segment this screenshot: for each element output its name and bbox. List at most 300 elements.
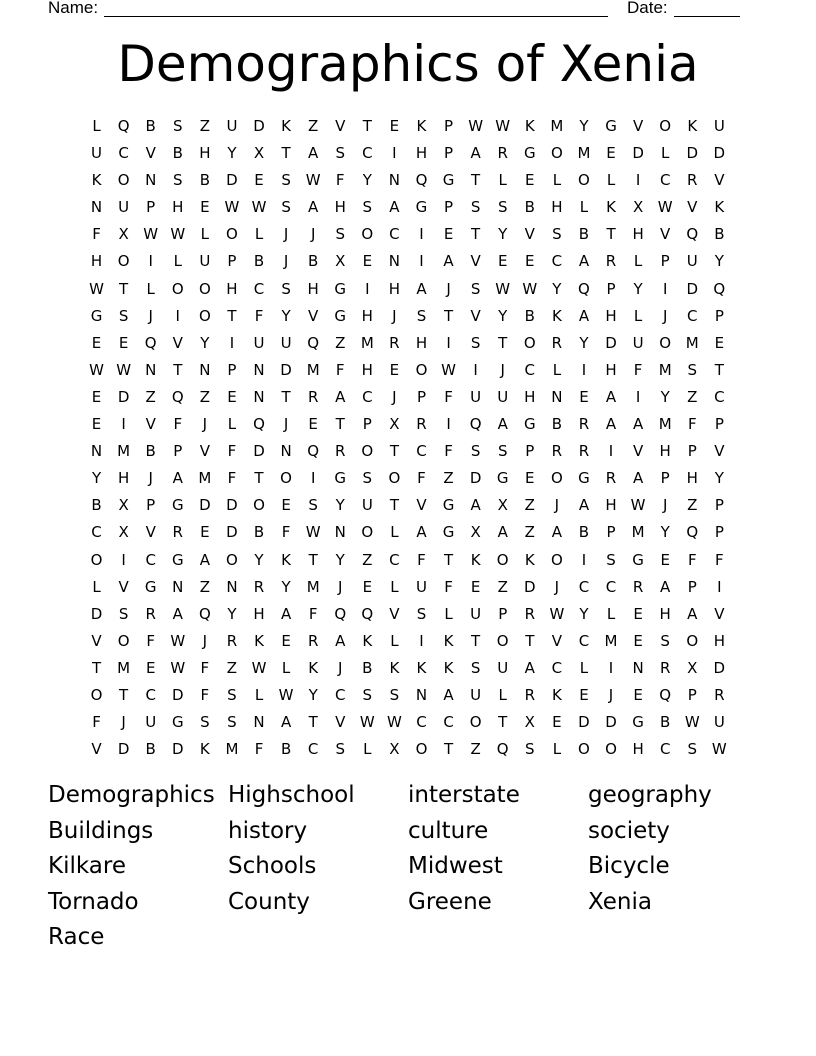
grid-letter[interactable]: E [497, 252, 508, 271]
grid-letter[interactable]: E [362, 577, 373, 596]
grid-letter[interactable]: Y [714, 469, 724, 488]
grid-letter[interactable]: S [362, 469, 373, 488]
grid-letter[interactable]: R [416, 415, 427, 434]
grid-letter[interactable]: Q [198, 604, 211, 623]
grid-letter[interactable]: C [605, 577, 617, 596]
grid-letter[interactable]: K [606, 198, 616, 217]
grid-letter[interactable]: I [419, 252, 424, 271]
grid-letter[interactable]: A [470, 144, 481, 163]
grid-letter[interactable]: S [335, 225, 345, 244]
grid-letter[interactable]: O [198, 279, 211, 298]
grid-letter[interactable]: E [606, 144, 616, 163]
grid-letter[interactable]: W [522, 279, 538, 298]
grid-letter[interactable]: A [497, 415, 508, 434]
grid-letter[interactable]: Y [714, 252, 724, 271]
grid-letter[interactable]: L [606, 171, 616, 190]
grid-letter[interactable]: Y [335, 550, 345, 569]
grid-letter[interactable]: W [143, 225, 159, 244]
grid-letter[interactable]: O [523, 333, 536, 352]
grid-letter[interactable]: V [551, 631, 562, 650]
grid-letter[interactable]: H [524, 387, 536, 406]
grid-letter[interactable]: O [469, 713, 482, 732]
grid-letter[interactable]: E [200, 198, 210, 217]
grid-letter[interactable]: F [633, 360, 643, 379]
grid-letter[interactable]: O [117, 631, 130, 650]
grid-letter[interactable]: M [631, 523, 645, 542]
grid-letter[interactable]: B [280, 740, 292, 759]
grid-letter[interactable]: U [145, 713, 157, 732]
grid-letter[interactable]: A [551, 523, 562, 542]
grid-letter[interactable]: U [470, 604, 482, 623]
grid-letter[interactable]: W [441, 360, 456, 379]
grid-letter[interactable]: U [470, 685, 482, 704]
grid-letter[interactable]: Y [660, 523, 670, 542]
grid-letter[interactable]: J [446, 279, 451, 298]
grid-letter[interactable]: N [632, 658, 644, 677]
grid-letter[interactable]: S [173, 171, 183, 190]
grid-letter[interactable]: I [635, 387, 641, 406]
grid-letter[interactable]: Q [686, 523, 699, 542]
grid-letter[interactable]: K [443, 658, 454, 677]
name-blank-line[interactable] [104, 0, 608, 17]
grid-letter[interactable]: I [148, 252, 153, 271]
grid-letter[interactable]: N [334, 523, 346, 542]
grid-letter[interactable]: S [660, 631, 670, 650]
grid-letter[interactable]: I [608, 442, 614, 461]
grid-letter[interactable]: V [335, 713, 346, 732]
grid-letter[interactable]: I [581, 550, 587, 569]
grid-letter[interactable]: I [635, 171, 641, 190]
grid-letter[interactable]: W [359, 713, 375, 732]
grid-letter[interactable]: H [605, 306, 617, 325]
grid-letter[interactable]: H [361, 306, 373, 325]
grid-letter[interactable]: Q [469, 415, 482, 434]
grid-letter[interactable]: G [171, 496, 184, 515]
grid-letter[interactable]: N [90, 442, 103, 461]
grid-letter[interactable]: O [659, 117, 672, 135]
grid-letter[interactable]: V [470, 252, 481, 271]
grid-letter[interactable]: R [578, 442, 590, 461]
grid-letter[interactable]: C [362, 144, 373, 163]
grid-letter[interactable]: J [554, 577, 560, 596]
grid-letter[interactable]: M [658, 360, 672, 379]
grid-letter[interactable]: Y [579, 604, 589, 623]
grid-letter[interactable]: G [442, 523, 455, 542]
grid-letter[interactable]: H [686, 469, 698, 488]
grid-letter[interactable]: U [713, 713, 725, 732]
grid-letter[interactable]: U [686, 252, 698, 271]
grid-letter[interactable]: Q [361, 604, 374, 623]
grid-letter[interactable]: Z [199, 577, 210, 596]
grid-letter[interactable]: X [118, 496, 129, 515]
grid-letter[interactable]: B [578, 523, 590, 542]
grid-letter[interactable]: V [470, 306, 481, 325]
grid-letter[interactable]: B [253, 523, 265, 542]
grid-letter[interactable]: I [229, 333, 235, 352]
grid-letter[interactable]: T [498, 333, 508, 352]
grid-letter[interactable]: M [604, 631, 618, 650]
grid-letter[interactable]: E [633, 604, 643, 623]
grid-letter[interactable]: L [606, 604, 616, 623]
grid-letter[interactable]: E [660, 550, 670, 569]
grid-letter[interactable]: P [444, 198, 454, 217]
grid-letter[interactable]: W [495, 279, 511, 298]
grid-letter[interactable]: I [608, 658, 614, 677]
grid-letter[interactable]: Y [281, 577, 291, 596]
grid-letter[interactable]: R [497, 144, 508, 163]
grid-letter[interactable]: Z [497, 577, 508, 596]
grid-letter[interactable]: D [226, 171, 238, 190]
grid-letter[interactable]: U [91, 144, 103, 163]
grid-letter[interactable]: M [550, 117, 564, 135]
grid-letter[interactable]: P [660, 469, 670, 488]
grid-letter[interactable]: D [605, 713, 617, 732]
grid-letter[interactable]: V [145, 415, 156, 434]
grid-letter[interactable]: E [281, 631, 291, 650]
grid-letter[interactable]: F [335, 171, 345, 190]
grid-letter[interactable]: I [365, 279, 370, 298]
grid-letter[interactable]: E [579, 685, 589, 704]
grid-letter[interactable]: C [389, 225, 400, 244]
grid-letter[interactable]: Y [579, 333, 589, 352]
grid-letter[interactable]: E [579, 387, 589, 406]
grid-letter[interactable]: A [443, 252, 454, 271]
grid-letter[interactable]: V [524, 225, 535, 244]
grid-letter[interactable]: I [419, 225, 424, 244]
grid-letter[interactable]: F [417, 469, 426, 488]
grid-letter[interactable]: M [198, 469, 212, 488]
grid-letter[interactable]: L [92, 577, 101, 596]
grid-letter[interactable]: W [549, 604, 565, 623]
grid-letter[interactable]: K [551, 306, 562, 325]
grid-letter[interactable]: X [524, 713, 535, 732]
grid-letter[interactable]: A [416, 279, 427, 298]
grid-letter[interactable]: T [498, 713, 508, 732]
grid-letter[interactable]: P [714, 496, 724, 515]
grid-letter[interactable]: E [525, 252, 535, 271]
grid-letter[interactable]: S [687, 740, 698, 759]
grid-letter[interactable]: A [632, 415, 644, 434]
grid-letter[interactable]: G [578, 469, 590, 488]
grid-letter[interactable]: P [227, 252, 237, 271]
grid-letter[interactable]: L [146, 279, 155, 298]
grid-letter[interactable]: A [578, 252, 590, 271]
grid-letter[interactable]: P [714, 415, 724, 434]
grid-letter[interactable]: G [605, 117, 617, 135]
grid-letter[interactable]: X [687, 658, 698, 677]
grid-letter[interactable]: E [91, 387, 102, 406]
grid-letter[interactable]: L [390, 631, 399, 650]
grid-letter[interactable]: A [199, 550, 210, 569]
grid-letter[interactable]: X [253, 144, 265, 163]
grid-letter[interactable]: A [470, 496, 481, 515]
grid-letter[interactable]: O [361, 225, 374, 244]
grid-letter[interactable]: U [253, 333, 265, 352]
grid-letter[interactable]: I [717, 577, 722, 596]
grid-letter[interactable]: Q [307, 442, 320, 461]
grid-letter[interactable]: D [199, 496, 211, 515]
grid-letter[interactable]: H [90, 252, 103, 271]
grid-letter[interactable]: D [578, 713, 590, 732]
grid-letter[interactable]: E [91, 333, 102, 352]
grid-letter[interactable]: Z [308, 117, 319, 135]
grid-letter[interactable]: S [552, 225, 562, 244]
grid-letter[interactable]: G [415, 198, 428, 217]
grid-letter[interactable]: C [91, 523, 102, 542]
grid-letter[interactable]: B [145, 740, 156, 759]
grid-letter[interactable]: N [551, 387, 563, 406]
grid-letter[interactable]: T [254, 469, 264, 488]
grid-letter[interactable]: E [714, 333, 725, 352]
grid-letter[interactable]: N [415, 685, 428, 704]
grid-letter[interactable]: E [389, 360, 400, 379]
grid-letter[interactable]: N [199, 360, 211, 379]
grid-letter[interactable]: H [632, 740, 644, 759]
grid-letter[interactable]: G [334, 306, 347, 325]
grid-letter[interactable]: E [254, 171, 264, 190]
grid-letter[interactable]: I [392, 144, 397, 163]
grid-letter[interactable]: L [552, 171, 562, 190]
grid-letter[interactable]: W [170, 631, 186, 650]
grid-letter[interactable]: E [91, 415, 102, 434]
grid-letter[interactable]: R [605, 252, 617, 271]
grid-letter[interactable]: C [145, 685, 156, 704]
grid-letter[interactable]: P [444, 144, 454, 163]
grid-letter[interactable]: Y [200, 333, 210, 352]
grid-letter[interactable]: O [415, 360, 428, 379]
grid-letter[interactable]: I [419, 631, 424, 650]
grid-letter[interactable]: C [416, 442, 427, 461]
grid-letter[interactable]: T [471, 171, 481, 190]
grid-letter[interactable]: I [121, 415, 126, 434]
grid-letter[interactable]: C [416, 713, 427, 732]
grid-letter[interactable]: S [118, 604, 129, 623]
grid-letter[interactable]: Z [470, 740, 481, 759]
grid-letter[interactable]: L [444, 604, 453, 623]
grid-letter[interactable]: N [90, 198, 103, 217]
grid-letter[interactable]: B [660, 713, 671, 732]
grid-letter[interactable]: F [715, 550, 724, 569]
grid-letter[interactable]: F [417, 550, 426, 569]
grid-letter[interactable]: P [146, 496, 156, 515]
grid-letter[interactable]: J [338, 658, 343, 677]
grid-letter[interactable]: D [253, 442, 265, 461]
grid-letter[interactable]: R [335, 442, 346, 461]
grid-letter[interactable]: O [361, 442, 374, 461]
grid-letter[interactable]: Q [578, 279, 590, 298]
grid-letter[interactable]: I [446, 415, 451, 434]
grid-letter[interactable]: L [498, 685, 507, 704]
grid-letter[interactable]: R [578, 415, 590, 434]
grid-letter[interactable]: G [442, 171, 455, 190]
grid-letter[interactable]: C [118, 144, 129, 163]
grid-letter[interactable]: T [281, 387, 291, 406]
grid-letter[interactable]: Q [713, 279, 726, 298]
grid-letter[interactable]: K [281, 117, 291, 135]
grid-letter[interactable]: K [308, 658, 319, 677]
grid-letter[interactable]: R [524, 685, 535, 704]
grid-letter[interactable]: A [172, 469, 183, 488]
grid-letter[interactable]: X [389, 415, 400, 434]
grid-letter[interactable]: N [226, 577, 238, 596]
grid-letter[interactable]: E [281, 496, 291, 515]
grid-letter[interactable]: X [118, 225, 129, 244]
grid-letter[interactable]: T [443, 740, 454, 759]
grid-letter[interactable]: T [471, 631, 481, 650]
grid-letter[interactable]: E [145, 658, 156, 677]
grid-letter[interactable]: J [392, 306, 397, 325]
grid-letter[interactable]: E [308, 415, 318, 434]
grid-letter[interactable]: F [687, 550, 697, 569]
grid-letter[interactable]: N [172, 577, 184, 596]
grid-letter[interactable]: C [362, 387, 373, 406]
grid-letter[interactable]: R [687, 171, 698, 190]
grid-letter[interactable]: F [200, 685, 210, 704]
grid-letter[interactable]: Y [335, 496, 345, 515]
grid-letter[interactable]: G [523, 415, 536, 434]
grid-letter[interactable]: J [608, 685, 614, 704]
grid-letter[interactable]: R [551, 442, 563, 461]
grid-letter[interactable]: Z [226, 658, 238, 677]
grid-letter[interactable]: P [227, 360, 237, 379]
grid-letter[interactable]: S [362, 198, 373, 217]
grid-letter[interactable]: D [226, 523, 238, 542]
grid-letter[interactable]: W [224, 198, 240, 217]
grid-letter[interactable]: W [251, 658, 267, 677]
grid-letter[interactable]: F [92, 225, 101, 244]
grid-letter[interactable]: T [443, 306, 454, 325]
grid-letter[interactable]: E [443, 225, 454, 244]
grid-letter[interactable]: P [146, 198, 156, 217]
grid-letter[interactable]: A [280, 604, 292, 623]
grid-letter[interactable]: M [658, 415, 672, 434]
grid-letter[interactable]: V [660, 225, 671, 244]
grid-letter[interactable]: C [335, 685, 346, 704]
grid-letter[interactable]: Y [227, 144, 237, 163]
grid-letter[interactable]: J [662, 306, 668, 325]
grid-letter[interactable]: I [175, 306, 180, 325]
grid-letter[interactable]: O [117, 252, 130, 271]
grid-letter[interactable]: V [199, 442, 210, 461]
grid-letter[interactable]: N [145, 360, 157, 379]
grid-letter[interactable]: C [659, 740, 671, 759]
grid-letter[interactable]: A [687, 604, 698, 623]
grid-letter[interactable]: V [632, 442, 644, 461]
grid-letter[interactable]: F [281, 523, 291, 542]
grid-letter[interactable]: D [226, 496, 238, 515]
grid-letter[interactable]: U [118, 198, 130, 217]
grid-letter[interactable]: L [390, 523, 399, 542]
grid-letter[interactable]: B [308, 252, 319, 271]
grid-letter[interactable]: C [714, 387, 725, 406]
grid-letter[interactable]: X [389, 740, 400, 759]
grid-letter[interactable]: H [632, 225, 644, 244]
grid-letter[interactable]: H [415, 333, 428, 352]
grid-letter[interactable]: A [497, 523, 508, 542]
grid-letter[interactable]: K [199, 740, 210, 759]
grid-letter[interactable]: K [524, 117, 535, 135]
grid-letter[interactable]: F [92, 713, 101, 732]
grid-letter[interactable]: G [632, 550, 644, 569]
grid-letter[interactable]: N [253, 387, 265, 406]
grid-letter[interactable]: H [713, 631, 725, 650]
grid-letter[interactable]: Y [498, 306, 508, 325]
grid-letter[interactable]: S [416, 306, 427, 325]
grid-letter[interactable]: K [714, 198, 725, 217]
grid-letter[interactable]: C [443, 713, 454, 732]
grid-letter[interactable]: D [253, 117, 265, 135]
grid-letter[interactable]: W [684, 713, 700, 732]
grid-letter[interactable]: B [524, 198, 535, 217]
grid-letter[interactable]: Z [199, 387, 210, 406]
grid-letter[interactable]: G [496, 469, 509, 488]
grid-letter[interactable]: K [416, 117, 427, 135]
grid-letter[interactable]: R [307, 387, 319, 406]
grid-letter[interactable]: V [91, 740, 102, 759]
grid-letter[interactable]: G [632, 713, 644, 732]
grid-letter[interactable]: X [118, 523, 129, 542]
grid-letter[interactable]: O [550, 144, 563, 163]
grid-letter[interactable]: A [605, 415, 617, 434]
grid-letter[interactable]: J [202, 631, 208, 650]
grid-letter[interactable]: E [525, 171, 535, 190]
grid-letter[interactable]: G [334, 279, 347, 298]
grid-letter[interactable]: P [362, 415, 372, 434]
grid-letter[interactable]: N [388, 171, 401, 190]
grid-letter[interactable]: Y [552, 279, 562, 298]
grid-letter[interactable]: B [172, 144, 183, 163]
grid-letter[interactable]: A [660, 577, 671, 596]
grid-letter[interactable]: E [227, 387, 237, 406]
grid-letter[interactable]: R [253, 577, 265, 596]
grid-letter[interactable]: P [687, 442, 697, 461]
grid-letter[interactable]: S [470, 658, 481, 677]
grid-letter[interactable]: O [659, 333, 672, 352]
grid-letter[interactable]: L [661, 144, 670, 163]
grid-letter[interactable]: T [173, 360, 183, 379]
grid-letter[interactable]: F [308, 604, 318, 623]
grid-letter[interactable]: T [335, 415, 345, 434]
grid-letter[interactable]: A [524, 658, 535, 677]
grid-letter[interactable]: M [225, 740, 239, 759]
grid-letter[interactable]: D [713, 144, 726, 163]
grid-letter[interactable]: T [308, 713, 318, 732]
grid-letter[interactable]: Q [307, 333, 320, 352]
grid-letter[interactable]: E [389, 117, 400, 135]
grid-letter[interactable]: B [91, 496, 102, 515]
grid-letter[interactable]: F [335, 360, 345, 379]
grid-letter[interactable]: H [199, 144, 211, 163]
grid-letter[interactable]: D [171, 740, 184, 759]
grid-letter[interactable]: V [714, 171, 725, 190]
grid-letter[interactable]: G [171, 550, 184, 569]
grid-letter[interactable]: M [360, 333, 374, 352]
grid-letter[interactable]: U [361, 496, 373, 515]
grid-letter[interactable]: T [281, 144, 291, 163]
grid-letter[interactable]: H [605, 496, 617, 515]
grid-letter[interactable]: Q [659, 685, 672, 704]
grid-letter[interactable]: K [362, 631, 373, 650]
grid-letter[interactable]: U [497, 387, 509, 406]
grid-letter[interactable]: B [199, 171, 210, 190]
grid-letter[interactable]: U [470, 387, 482, 406]
grid-letter[interactable]: S [470, 333, 481, 352]
grid-letter[interactable]: Z [362, 550, 373, 569]
grid-letter[interactable]: S [227, 713, 237, 732]
grid-letter[interactable]: I [473, 360, 478, 379]
grid-letter[interactable]: S [525, 740, 535, 759]
grid-letter[interactable]: G [90, 306, 103, 325]
